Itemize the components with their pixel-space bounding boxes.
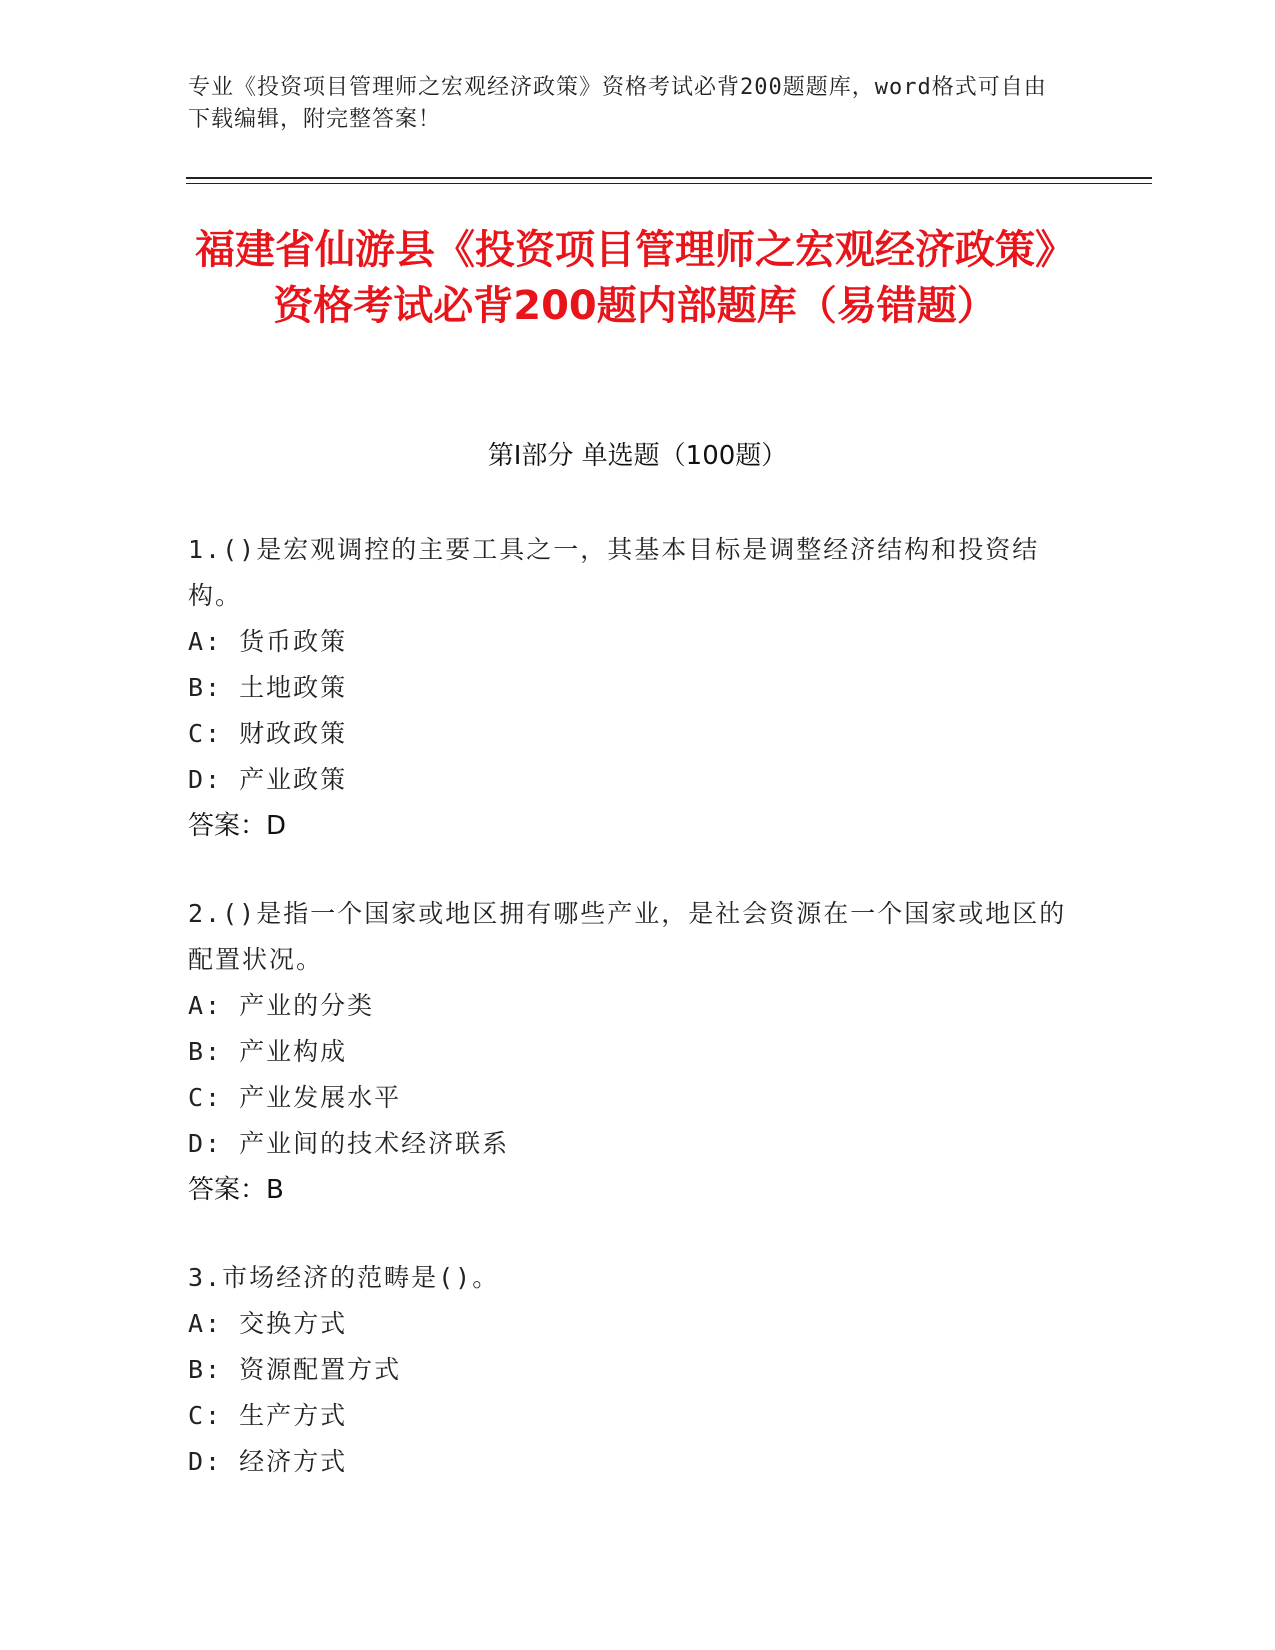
question-stem: 1.()是宏观调控的主要工具之一，其基本目标是调整经济结构和投资结构。 [188,535,1040,610]
question-list [188,527,1068,1527]
question-stem: 3.市场经济的范畴是()。 [188,1263,500,1292]
option-c: C: 财政政策 [188,719,348,748]
option-a: A: 货币政策 [188,627,348,656]
document-title: 福建省仙游县《投资项目管理师之宏观经济政策》资格考试必背200题内部题库（易错题） [195,227,1075,329]
answer-line: 答案：B [188,1175,284,1205]
option-c: C: 产业发展水平 [188,1083,402,1112]
option-a: A: 产业的分类 [188,991,375,1020]
option-d: D: 经济方式 [188,1447,348,1476]
question-3 [188,1255,1068,1485]
answer-line: 答案：D [188,811,287,841]
option-b: B: 土地政策 [188,673,348,702]
question-stem: 2.()是指一个国家或地区拥有哪些产业，是社会资源在一个国家或地区的配置状况。 [188,899,1067,974]
header-note: 专业《投资项目管理师之宏观经济政策》资格考试必背200题题库，word格式可自由下载编辑，附完整答案！ [188,75,1047,132]
option-d: D: 产业政策 [188,765,348,794]
header-divider [186,177,1152,179]
question-2 [188,891,1068,1213]
option-b: B: 产业构成 [188,1037,348,1066]
section-heading: 第I部分 单选题（100题） [487,441,788,471]
header-divider-thin [186,183,1152,184]
option-a: A: 交换方式 [188,1309,348,1338]
question-1 [188,527,1068,849]
option-b: B: 资源配置方式 [188,1355,402,1384]
option-c: C: 生产方式 [188,1401,348,1430]
option-d: D: 产业间的技术经济联系 [188,1129,510,1158]
